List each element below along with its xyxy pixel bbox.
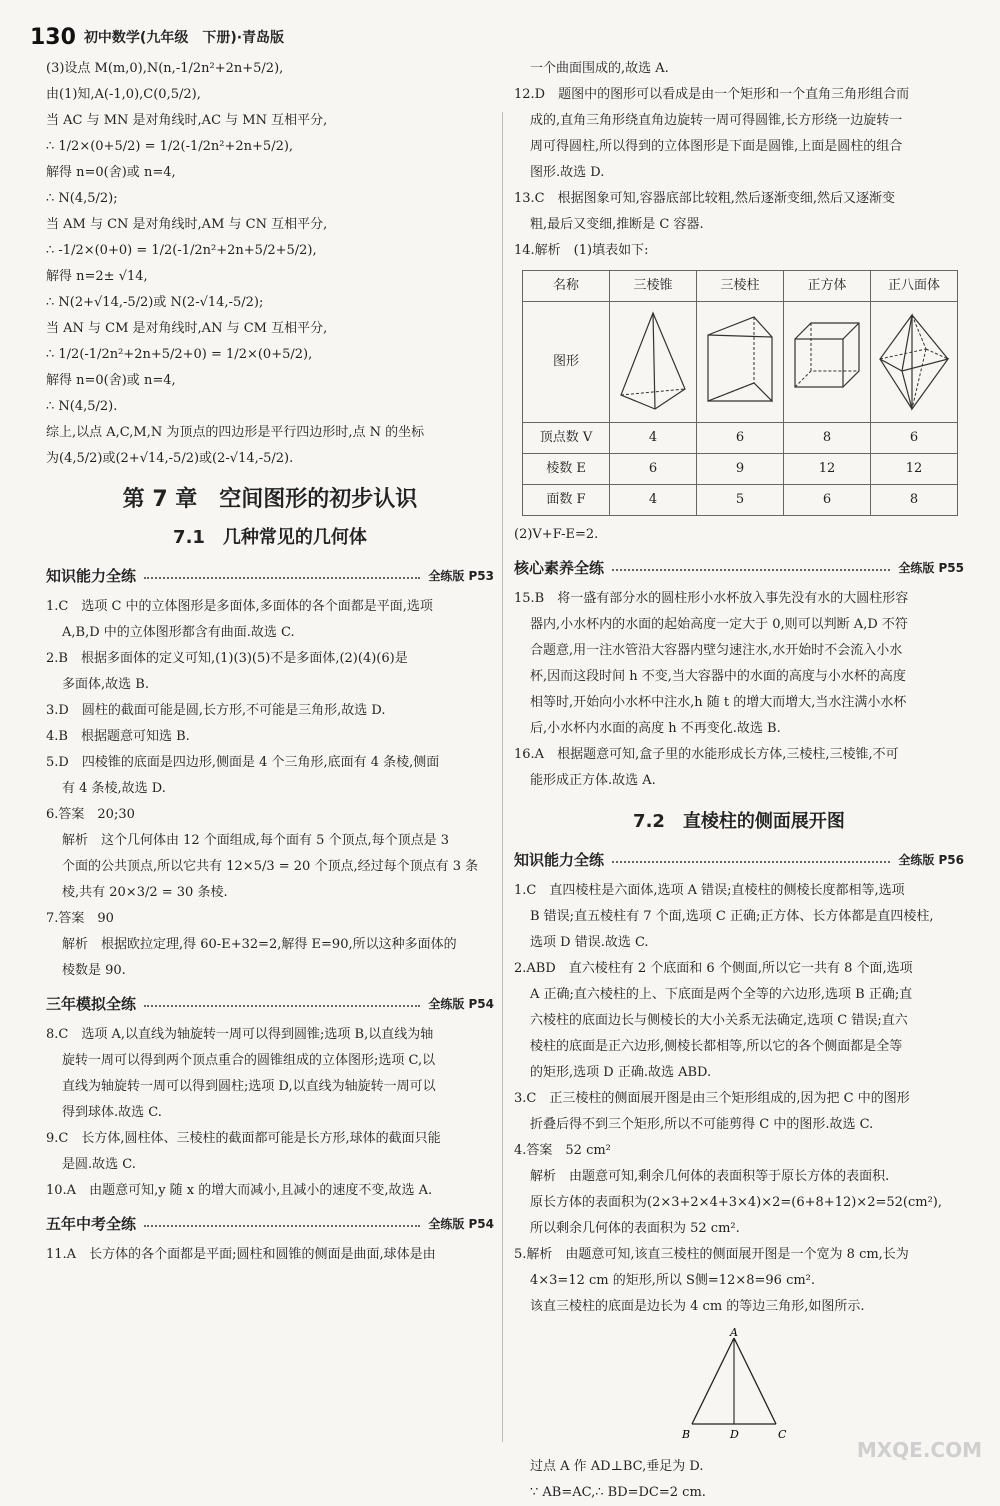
answer-line: 的矩形,选项 D 正确.故选 ABD. (530, 1065, 712, 1080)
text-line: 解得 n=0(舍)或 n=4, (46, 165, 176, 180)
table-cell: 9 (697, 454, 784, 485)
table-header-cell: 正八面体 (871, 271, 958, 302)
section-header-page: 全练版 P56 (898, 853, 964, 867)
answer-line: 选项 D 错误.故选 C. (530, 935, 649, 950)
point-label-d: D (730, 1428, 739, 1441)
table-cell: 4 (610, 485, 697, 516)
answer-line: 5.D 四棱锥的底面是四边形,侧面是 4 个三角形,底面有 4 条棱,侧面 (46, 755, 440, 770)
answer-line: 过点 A 作 AD⊥BC,垂足为 D. (530, 1459, 704, 1474)
section-header (46, 990, 494, 1018)
answer-line: 8.C 选项 A,以直线为轴旋转一周可以得到圆锥;选项 B,以直线为轴 (46, 1027, 434, 1042)
dotted-leader (144, 577, 420, 579)
text-line: ∴ N(4,5/2); (46, 191, 118, 206)
vertex-label-b: B (682, 1428, 691, 1441)
answer-line: 相等时,开始向小水杯中注水,h 随 t 的增大而增大,当水注满小水杯 (530, 695, 907, 710)
page-number: 130 (30, 25, 76, 50)
tetrahedron-figure (610, 302, 697, 423)
table-cell: 8 (871, 485, 958, 516)
dotted-leader (612, 861, 890, 863)
answer-line: (2)V+F-E=2. (514, 527, 599, 542)
answer-line: 1.C 直四棱柱是六面体,选项 A 错误;直棱柱的侧棱长度都相等,选项 (514, 883, 905, 898)
answer-line: 多面体,故选 B. (62, 677, 149, 692)
table-row-label: 面数 F (523, 485, 610, 516)
text-line: ∴ -1/2×(0+0) = 1/2(-1/2n²+2n+5/2+5/2), (46, 243, 317, 258)
table-row-label: 图形 (523, 302, 610, 423)
answer-line: ∵ AB=AC,∴ BD=DC=2 cm. (530, 1485, 706, 1500)
table-row (523, 454, 958, 485)
text-line: ∴ N(4,5/2). (46, 399, 118, 414)
table-header-cell: 三棱柱 (697, 271, 784, 302)
section-header-title: 三年模拟全练 (46, 995, 137, 1013)
polyhedra-table (522, 270, 958, 516)
cube-figure (784, 302, 871, 423)
section-header (514, 554, 964, 582)
table-cell: 6 (871, 423, 958, 454)
section-header-page: 全练版 P55 (898, 561, 964, 575)
table-row (523, 302, 958, 423)
answer-line: 得到球体.故选 C. (62, 1105, 162, 1120)
table-row (523, 423, 958, 454)
answer-line: 4.B 根据题意可知选 B. (46, 729, 190, 744)
table-header-cell: 正方体 (784, 271, 871, 302)
text-line: 解得 n=0(舍)或 n=4, (46, 373, 176, 388)
left-column (46, 56, 494, 1268)
answer-line: 4.答案 52 cm² (514, 1143, 611, 1158)
answer-line: 棱数是 90. (62, 963, 126, 978)
answer-line: 是圆.故选 C. (62, 1157, 136, 1172)
answer-line: 所以剩余几何体的表面积为 52 cm². (530, 1221, 740, 1236)
answer-line: 折叠后得不到三个矩形,所以不可能剪得 C 中的图形.故选 C. (530, 1117, 874, 1132)
dotted-leader (144, 1225, 420, 1227)
chapter-title: 第 7 章 空间图形的初步认识 (122, 487, 418, 512)
answer-line: 16.A 根据题意可知,盒子里的水能形成长方体,三棱柱,三棱锥,不可 (514, 747, 899, 762)
answer-line: A,B,D 中的立体图形都含有曲面.故选 C. (62, 625, 295, 640)
dotted-leader (612, 569, 890, 571)
table-header-cell: 三棱锥 (610, 271, 697, 302)
dotted-leader (144, 1005, 420, 1007)
text-line: 解得 n=2± √14, (46, 269, 148, 284)
text-line: 综上,以点 A,C,M,N 为顶点的四边形是平行四边形时,点 N 的坐标 (46, 425, 425, 440)
text-line: ∴ N(2+√14,-5/2)或 N(2-√14,-5/2); (46, 295, 264, 310)
answer-line: 粗,最后又变细,推断是 C 容器. (530, 217, 704, 232)
section-title: 7.1 几种常见的几何体 (173, 527, 367, 548)
table-header-row (523, 271, 958, 302)
triangle-diagram (674, 1326, 964, 1454)
answer-line: 周可得圆柱,所以得到的立体图形是下面是圆锥,上面是圆柱的组合 (530, 139, 903, 154)
answer-line: 12.D 题图中的图形可以看成是由一个矩形和一个直角三角形组合而 (514, 87, 910, 102)
table-row-label: 棱数 E (523, 454, 610, 485)
answer-line: 4×3=12 cm 的矩形,所以 S侧=12×8=96 cm². (530, 1273, 816, 1288)
answer-line: 解析 由题意可知,剩余几何体的表面积等于原长方体的表面积. (530, 1169, 890, 1184)
section-header (46, 562, 494, 590)
answer-line: 图形.故选 D. (530, 165, 605, 180)
table-cell: 6 (610, 454, 697, 485)
answers-block (514, 586, 964, 794)
answer-line: 6.答案 20;30 (46, 807, 135, 822)
text-line: (3)设点 M(m,0),N(n,-1/2n²+2n+5/2), (46, 61, 284, 76)
answer-line: 7.答案 90 (46, 911, 114, 926)
section-header-title: 核心素养全练 (514, 559, 605, 577)
answer-line: 解析 根据欧拉定理,得 60-E+32=2,解得 E=90,所以这种多面体的 (62, 937, 457, 952)
answer-line: 3.C 正三棱柱的侧面展开图是由三个矩形组成的,因为把 C 中的图形 (514, 1091, 910, 1106)
section-header (514, 846, 964, 874)
section-title: 7.2 直棱柱的侧面展开图 (633, 811, 845, 832)
table-cell: 8 (784, 423, 871, 454)
answers-block (514, 878, 964, 1320)
answer-line: 能形成正方体.故选 A. (530, 773, 656, 788)
table-cell: 6 (784, 485, 871, 516)
text-line: 当 AC 与 MN 是对角线时,AC 与 MN 互相平分, (46, 113, 328, 128)
answer-line: A 正确;直六棱柱的上、下底面是两个全等的六边形,选项 B 正确;直 (530, 987, 913, 1002)
page-header (30, 20, 284, 56)
answer-line: 9.C 长方体,圆柱体、三棱柱的截面都可能是长方形,球体的截面只能 (46, 1131, 441, 1146)
answers-block (46, 594, 494, 984)
answer-line: 5.解析 由题意可知,该直三棱柱的侧面展开图是一个宽为 8 cm,长为 (514, 1247, 909, 1262)
triangular-prism-figure (697, 302, 784, 423)
answer-line: 合题意,用一注水管沿大容器内壁匀速注水,水开始时不会流入小水 (530, 643, 903, 658)
answer-line: 15.B 将一盛有部分水的圆柱形小水杯放入事先没有水的大圆柱形容 (514, 591, 909, 606)
solution-part3 (46, 56, 494, 472)
answers-block (46, 1022, 494, 1204)
answer-line: 14.解析 (1)填表如下: (514, 243, 649, 258)
text-line: ∴ 1/2(-1/2n²+2n+5/2+0) = 1/2×(0+5/2), (46, 347, 313, 362)
answer-line: 器内,小水杯内的水面的起始高度一定大于 0,则可以判断 A,D 不符 (530, 617, 908, 632)
vertex-label-a: A (730, 1326, 738, 1339)
answer-line: 一个曲面围成的,故选 A. (530, 61, 669, 76)
text-line: 由(1)知,A(-1,0),C(0,5/2), (46, 87, 201, 102)
table-cell: 12 (784, 454, 871, 485)
answer-line: 有 4 条棱,故选 D. (62, 781, 166, 796)
text-line: 当 AM 与 CN 是对角线时,AM 与 CN 互相平分, (46, 217, 328, 232)
answer-line: 直线为轴旋转一周可以得到圆柱;选项 D,以直线为轴旋转一周可以 (62, 1079, 436, 1094)
table-row-label: 顶点数 V (523, 423, 610, 454)
answer-line: 后,小水杯内水面的高度 h 不再变化.故选 B. (530, 721, 781, 736)
answer-line: 该直三棱柱的底面是边长为 4 cm 的等边三角形,如图所示. (530, 1299, 865, 1314)
answer-line: 杯,因而这段时间 h 不变,当大容器中的水面的高度与小水杯的高度 (530, 669, 906, 684)
answer-line: 解析 这个几何体由 12 个面组成,每个面有 5 个顶点,每个顶点是 3 (62, 833, 450, 848)
section-header-title: 五年中考全练 (46, 1215, 137, 1233)
answer-line: B 错误;直五棱柱有 7 个面,选项 C 正确;正方体、长方体都是直四棱柱, (530, 909, 934, 924)
table-row (523, 485, 958, 516)
answer-line: 10.A 由题意可知,y 随 x 的增大而减小,且减小的速度不变,故选 A. (46, 1183, 433, 1198)
answer-line: 13.C 根据图象可知,容器底部比较粗,然后逐渐变细,然后又逐渐变 (514, 191, 896, 206)
section-header-page: 全练版 P53 (428, 569, 494, 583)
column-divider (502, 112, 503, 1442)
section-header-title: 知识能力全练 (46, 567, 137, 585)
answer-line: 原长方体的表面积为(2×3+2×4+3×4)×2=(6+8+12)×2=52(cm²), (530, 1195, 942, 1210)
answer-line: 棱,共有 20×3/2 = 30 条棱. (62, 885, 228, 900)
answer-line: 成的,直角三角形绕直角边旋转一周可得圆锥,长方形绕一边旋转一 (530, 113, 903, 128)
section-header-page: 全练版 P54 (428, 1217, 494, 1231)
right-column (514, 56, 964, 1506)
book-title: 初中数学(九年级 下册)·青岛版 (83, 30, 285, 46)
table-cell: 12 (871, 454, 958, 485)
text-line: 当 AN 与 CM 是对角线时,AN 与 CM 互相平分, (46, 321, 328, 336)
table-header-cell: 名称 (523, 271, 610, 302)
section-header-page: 全练版 P54 (428, 997, 494, 1011)
answer-line: 2.B 根据多面体的定义可知,(1)(3)(5)不是多面体,(2)(4)(6)是 (46, 651, 408, 666)
table-cell: 5 (697, 485, 784, 516)
table-cell: 4 (610, 423, 697, 454)
answer-line: 旋转一周可以得到两个顶点重合的圆锥组成的立体图形;选项 C,以 (62, 1053, 436, 1068)
vertex-label-c: C (778, 1428, 787, 1441)
octahedron-figure (871, 302, 958, 423)
answer-line: 个面的公共顶点,所以它共有 12×5/3 = 20 个顶点,经过每个顶点有 3 条 (62, 859, 479, 874)
text-line: ∴ 1/2×(0+5/2) = 1/2(-1/2n²+2n+5/2), (46, 139, 294, 154)
answer-line: 2.ABD 直六棱柱有 2 个底面和 6 个侧面,所以它一共有 8 个面,选项 (514, 961, 913, 976)
answer-line: 1.C 选项 C 中的立体图形是多面体,多面体的各个面都是平面,选项 (46, 599, 433, 614)
section-header (46, 1210, 494, 1238)
answer-line: 六棱柱的底面边长与侧棱长的大小关系无法确定,选项 C 错误;直六 (530, 1013, 908, 1028)
section-header-title: 知识能力全练 (514, 851, 605, 869)
answer-line: 棱柱的底面是正六边形,侧棱长都相等,所以它的各个侧面都是全等 (530, 1039, 903, 1054)
answer-line: 11.A 长方体的各个面都是平面;圆柱和圆锥的侧面是曲面,球体是由 (46, 1247, 436, 1262)
text-line: 为(4,5/2)或(2+√14,-5/2)或(2-√14,-5/2). (46, 451, 294, 466)
answer-line: 3.D 圆柱的截面可能是圆,长方形,不可能是三角形,故选 D. (46, 703, 386, 718)
table-cell: 6 (697, 423, 784, 454)
watermark-text: MXQE.COM (856, 1438, 982, 1462)
